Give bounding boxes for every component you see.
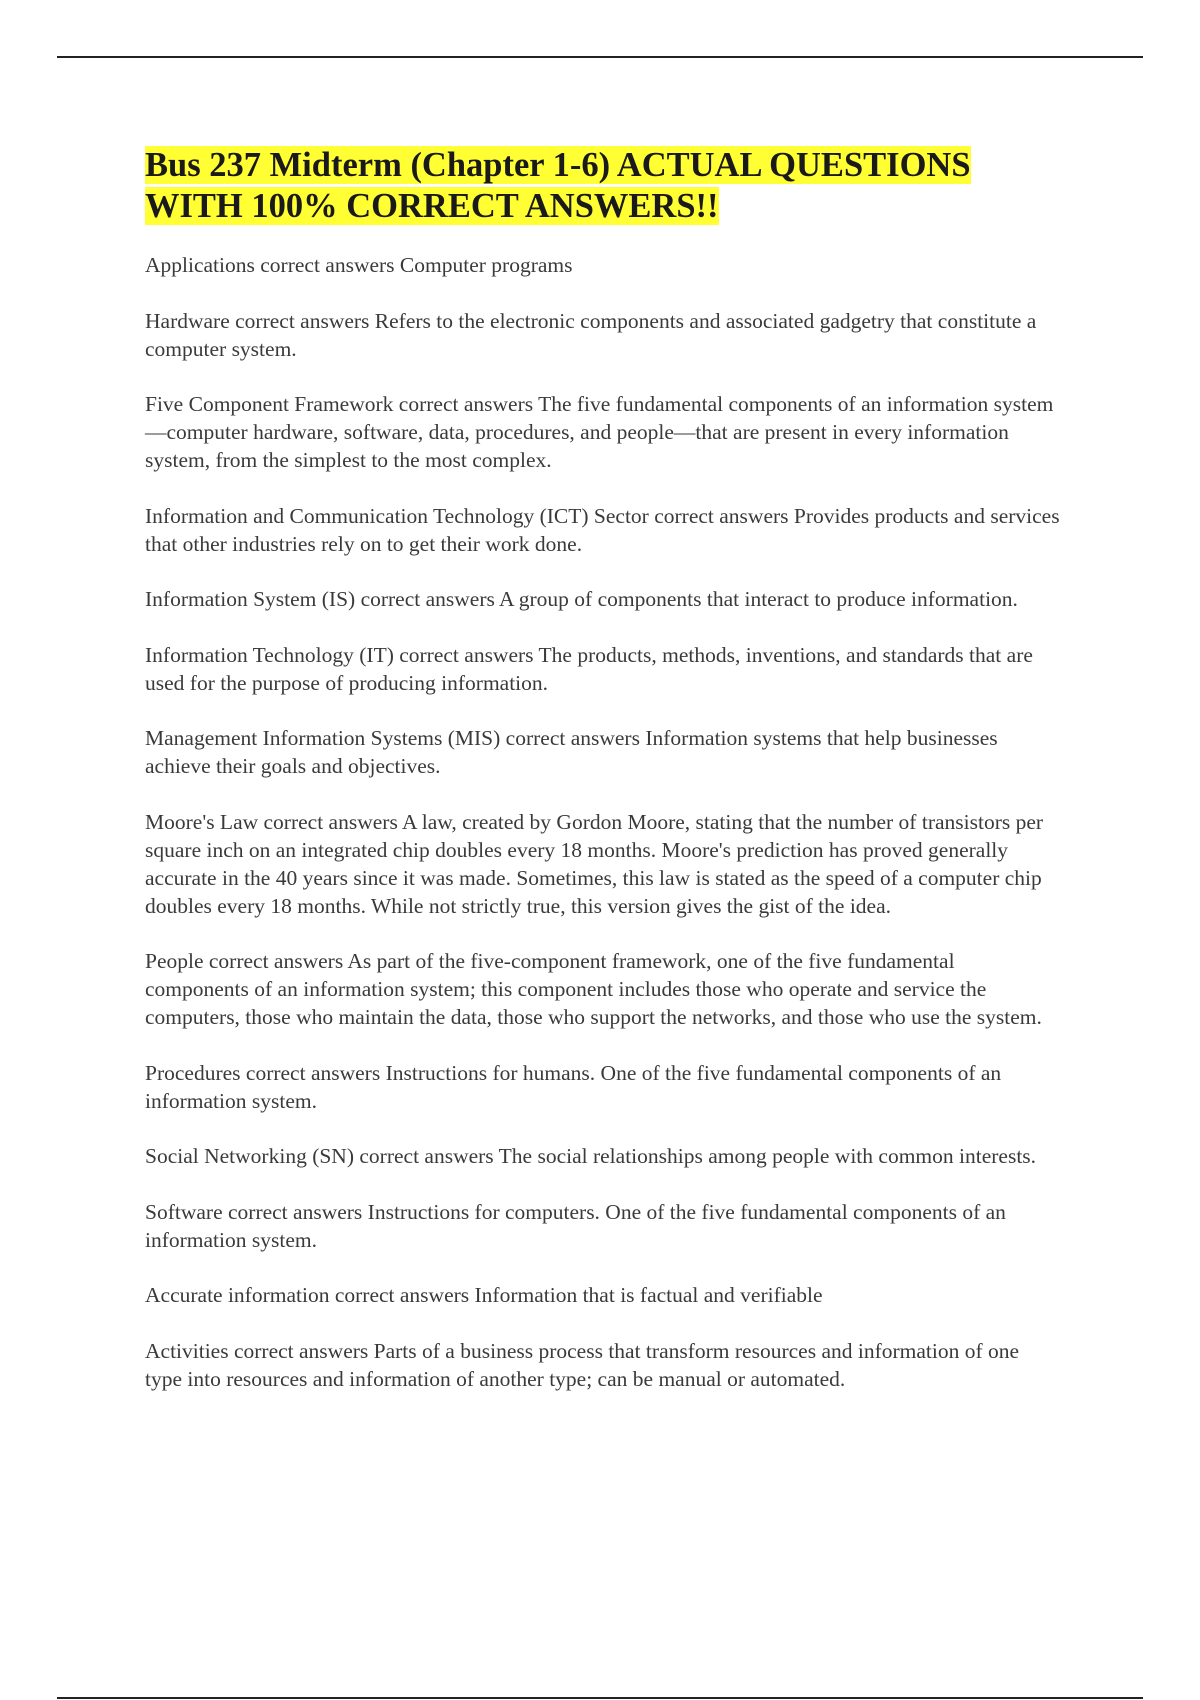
entry-five-component-framework: Five Component Framework correct answers The five fundamental components of an information system—computer hardware, software, data, procedures, and people—that are present in every information system, from the simplest to the most complex.	[145, 392, 1054, 472]
header-rule	[57, 56, 1143, 58]
document-body	[145, 145, 1060, 1420]
entry-mis: Management Information Systems (MIS) correct answers Information systems that help businesses achieve their goals and objectives.	[145, 726, 998, 778]
entry-procedures: Procedures correct answers Instructions for humans. One of the five fundamental components of an information system.	[145, 1060, 1002, 1113]
footer-rule	[57, 1697, 1143, 1699]
title-line-1: Bus 237 Midterm (Chapter 1-6) ACTUAL QUESTIONS	[145, 146, 971, 184]
title-line-2: WITH 100% CORRECT ANSWERS!!	[145, 187, 719, 225]
entry-hardware: Hardware correct answers Refers to the electronic components and associated gadgetry that constitute a computer system.	[145, 308, 1037, 361]
entry-ict-sector: Information and Communication Technology (ICT) Sector correct answers Provides products and services that other industries rely on to get their work done.	[145, 503, 1060, 556]
entry-people: People correct answers As part of the five-component framework, one of the five fundamental components of an information system; this component includes those who operate and service the computers, those who maintain the data, those who support the networks, and those who use the system.	[145, 949, 1042, 1029]
entry-information-technology: Information Technology (IT) correct answers The products, methods, inventions, and standards that are used for the purpose of producing information.	[145, 642, 1033, 695]
entry-moores-law: Moore's Law correct answers A law, created by Gordon Moore, stating that the number of transistors per square inch on an integrated chip doubles every 18 months. Moore's prediction has proved generally accurate in the 40 years since it was made. Sometimes, this law is stated as the speed of a computer chip doubles every 18 months. While not strictly true, this version gives the gist of the idea.	[145, 809, 1044, 918]
entry-software: Software correct answers Instructions for computers. One of the five fundamental components of an information system.	[145, 1199, 1006, 1252]
entry-activities: Activities correct answers Parts of a business process that transform resources and information of one type into resources and information of another type; can be manual or automated.	[145, 1338, 1020, 1391]
entry-accurate-information: Accurate information correct answers Information that is factual and verifiable	[145, 1283, 823, 1307]
entry-social-networking: Social Networking (SN) correct answers The social relationships among people with common interests.	[145, 1144, 1037, 1168]
entry-applications: Applications correct answers Computer programs	[145, 253, 573, 277]
document-title	[145, 145, 1060, 227]
entry-information-system: Information System (IS) correct answers A group of components that interact to produce information.	[145, 587, 1018, 611]
